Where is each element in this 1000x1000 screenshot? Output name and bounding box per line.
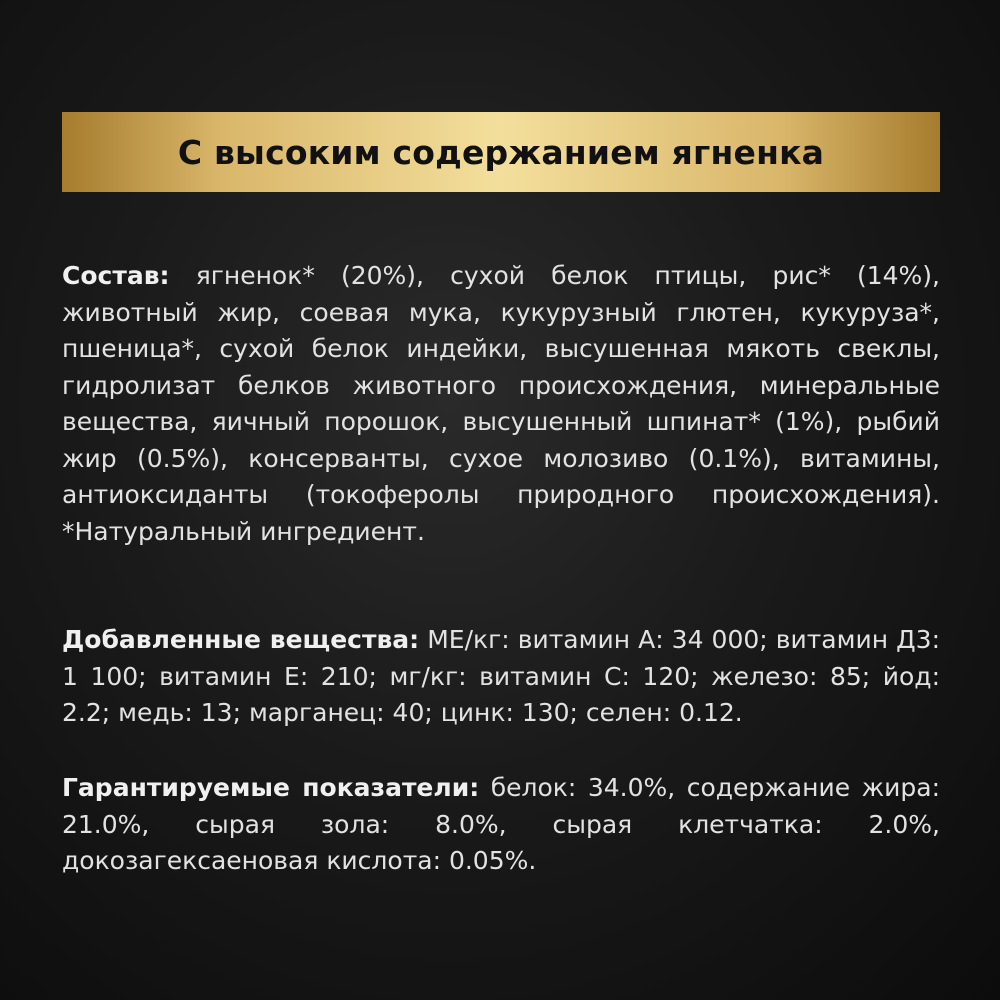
composition-section — [62, 258, 940, 550]
additives-label: Добавленные вещества: — [62, 625, 420, 654]
composition-text: ягненок* (20%), сухой белок птицы, рис* (14%), животный жир, соевая мука, кукурузный глютен, кукуруза*, пшеница*, сухой белок индейки, высушенная мякоть свеклы, гидролизат белков животного происхождения, минеральные вещества, яичный порошок, высушенный шпинат* (1%), рыбий жир (0.5%), консерванты, сухое молозиво (0.1%), витамины, антиоксиданты (токоферолы природного происхождения). *Натуральный ингредиент. — [62, 261, 940, 546]
additives-section — [62, 622, 940, 732]
banner-title: С высоким содержанием ягненка — [177, 132, 825, 172]
guaranteed-label: Гарантируемые показатели: — [62, 773, 480, 802]
additives-text: МЕ/кг: витамин А: 34 000; витамин Д3: 1 100; витамин Е: 210; мг/кг: витамин С: 120; железо: 85; йод: 2.2; медь: 13; марганец: 40; цинк: 130; селен: 0.12. — [62, 625, 940, 727]
guaranteed-section — [62, 770, 940, 880]
guaranteed-text: белок: 34.0%, содержание жира: 21.0%, сырая зола: 8.0%, сырая клетчатка: 2.0%, докозагексаеновая кислота: 0.05%. — [62, 773, 940, 875]
title-banner — [62, 112, 940, 192]
composition-label: Состав: — [62, 261, 170, 290]
